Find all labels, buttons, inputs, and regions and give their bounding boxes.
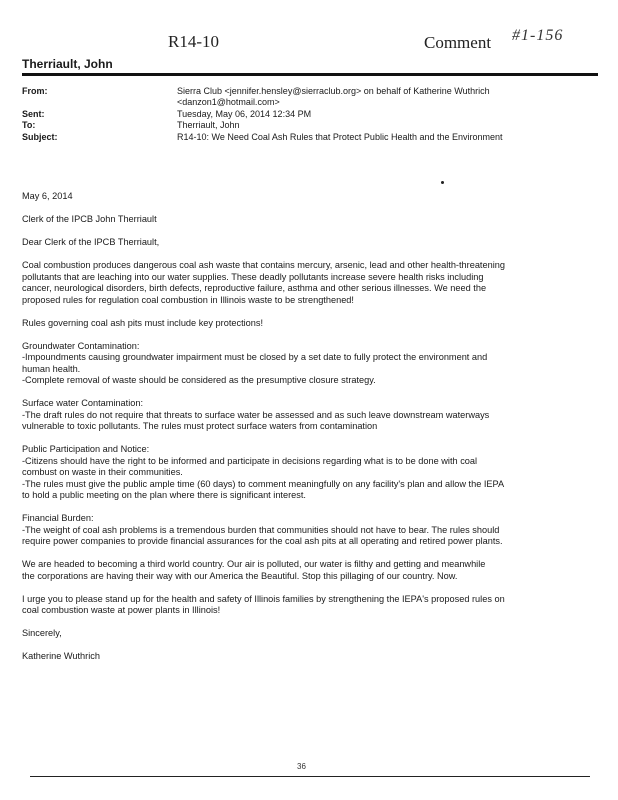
paragraph-line: -Impoundments causing groundwater impairment must be closed by a set date to fully protect the environment and xyxy=(22,352,488,362)
footer-divider xyxy=(30,776,590,777)
section-heading: Public Participation and Notice: xyxy=(22,444,150,454)
docket-number: R14-10 xyxy=(168,32,219,51)
email-meta xyxy=(22,86,598,143)
paragraph-line: -The weight of coal ash problems is a tremendous burden that communities should not have to bear. The rules should xyxy=(22,524,500,535)
meta-value: Therriault, John xyxy=(177,120,240,131)
meta-value-line: <danzon1@hotmail.com> xyxy=(177,97,280,108)
meta-value-line: Sierra Club <jennifer.hensley@sierraclub.org> on behalf of Katherine Wuthrich xyxy=(177,86,490,96)
meta-value: R14-10: We Need Coal Ash Rules that Protect Public Health and the Environment xyxy=(177,131,503,142)
paragraph-line: -Complete removal of waste should be considered as the presumptive closure strategy. xyxy=(22,375,376,385)
section-public-participation xyxy=(22,444,596,502)
paragraph-line: cancer, neurological disorders, birth defects, reproductive failure, asthma and other serious illnesses. We need the xyxy=(22,283,487,293)
rules-intro: Rules governing coal ash pits must include key protections! xyxy=(22,317,264,328)
letter-date: May 6, 2014 xyxy=(22,191,73,201)
paragraph-line: Coal combustion produces dangerous coal ash waste that contains mercury, arsenic, lead and other health-threatening xyxy=(22,260,505,270)
meta-label: Subject: xyxy=(22,131,58,142)
comment-label: Comment xyxy=(424,33,492,52)
section-financial-burden xyxy=(22,513,596,548)
letter-salutation: Dear Clerk of the IPCB Therriault, xyxy=(22,237,160,247)
paragraph-line: human health. xyxy=(22,363,81,374)
paragraph-line: pollutants that are leaching into our water supplies. These deadly pollutants increase severe health risks including xyxy=(22,271,484,282)
meta-subject xyxy=(22,132,598,143)
meta-sent xyxy=(22,109,598,120)
page-number: 36 xyxy=(297,762,306,771)
paragraph-line: -Citizens should have the right to be informed and participate in decisions regarding what is to be done with coal xyxy=(22,455,478,466)
section-groundwater xyxy=(22,341,596,387)
meta-value: Tuesday, May 06, 2014 12:34 PM xyxy=(177,108,312,119)
paragraph-line: proposed rules for regulation coal combustion in Illinois waste to be strengthened! xyxy=(22,294,354,305)
meta-from xyxy=(22,86,598,109)
author-name: Therriault, John xyxy=(22,57,113,71)
paragraph-line: the corporations are having their way with our America the Beautiful. Stop this pillaging of our country. Now. xyxy=(22,570,458,581)
paragraph-line: require power companies to provide financial assurances for the coal ash pits at all operating and retired power plants. xyxy=(22,536,503,546)
section-heading: Groundwater Contamination: xyxy=(22,340,140,351)
letter-signature: Katherine Wuthrich xyxy=(22,651,100,661)
section-heading: Financial Burden: xyxy=(22,513,94,523)
paragraph-line: combust on waste in their communities. xyxy=(22,467,183,477)
urge-paragraph xyxy=(22,594,596,617)
paragraph-line: -The draft rules do not require that threats to surface water be assessed and as such leave downstream waterways xyxy=(22,409,490,420)
comment-number: #1-156 xyxy=(512,27,564,44)
paragraph-line: We are headed to becoming a third world country. Our air is polluted, our water is filthy and getting and meanwhile xyxy=(22,559,486,569)
section-surface-water xyxy=(22,398,596,433)
paragraph-line: vulnerable to toxic pollutants. The rules must protect surface waters from contamination xyxy=(22,421,378,431)
stray-mark xyxy=(441,181,444,184)
paragraph-line: to hold a public meeting on the plan where there is significant interest. xyxy=(22,490,306,500)
header-divider xyxy=(22,73,598,76)
paragraph-line: coal combustion waste at power plants in Illinois! xyxy=(22,605,221,615)
letter-recipient: Clerk of the IPCB John Therriault xyxy=(22,214,157,224)
personal-paragraph xyxy=(22,559,596,582)
meta-value xyxy=(177,86,598,109)
meta-label: To: xyxy=(22,120,36,131)
section-heading: Surface water Contamination: xyxy=(22,398,144,408)
meta-label: From: xyxy=(22,86,48,96)
letter-body xyxy=(22,191,596,674)
paragraph-line: I urge you to please stand up for the health and safety of Illinois families by strengthening the IEPA's proposed rules on xyxy=(22,593,505,604)
meta-label: Sent: xyxy=(22,108,45,119)
intro-paragraph xyxy=(22,260,596,306)
paragraph-line: -The rules must give the public ample time (60 days) to comment meaningfully on any facility's plan and allow the IEPA xyxy=(22,478,505,489)
meta-to xyxy=(22,120,598,131)
letter-closing: Sincerely, xyxy=(22,628,62,638)
